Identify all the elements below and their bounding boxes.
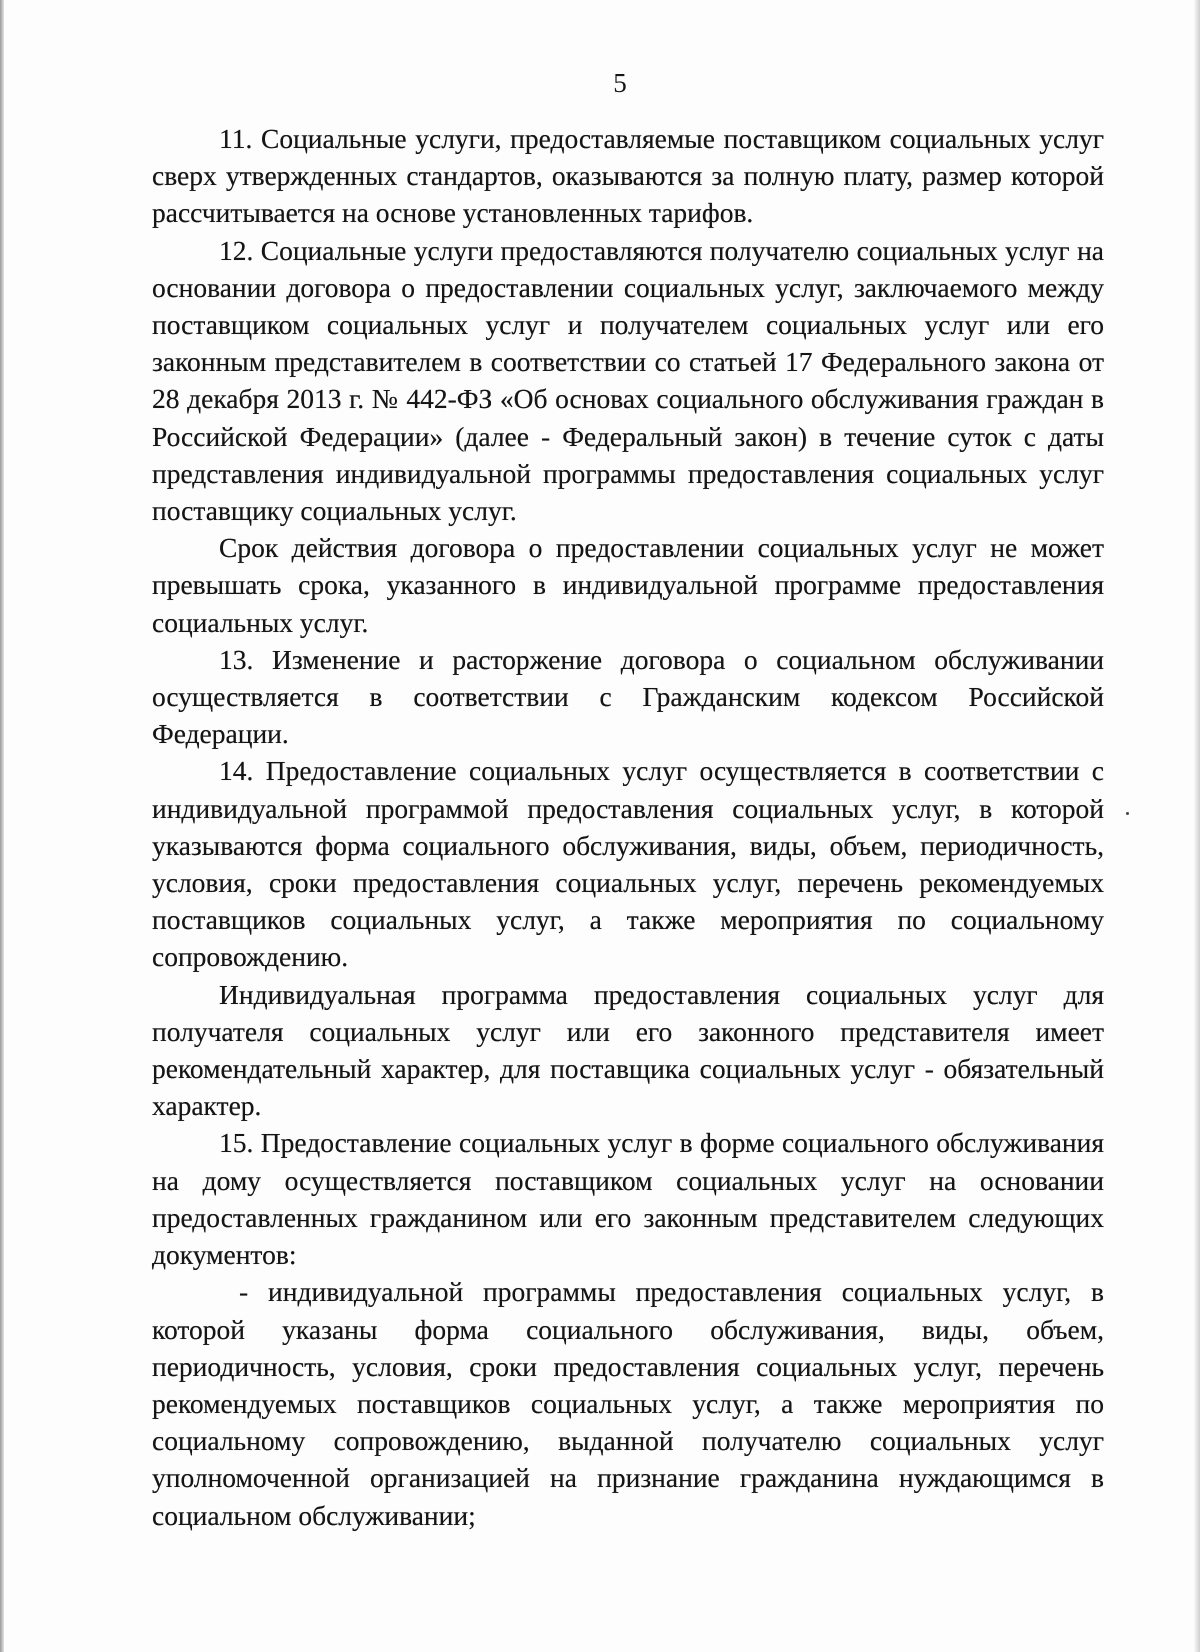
list-item-individual-program: - индивидуальной программы предоставления социальных услуг, в которой указаны форма социального обслуживания, виды, объем, периодичность, условия, сроки предоставления социальных услуг, перечень рекомендуемых поставщиков социальных услуг, а также мероприятия по социальному сопровождению, выданной получателю социальных услуг уполномоченной организацией на признание гражданина нуждающимся в социальном обслуживании; xyxy=(152,1276,1104,1531)
left-scan-edge xyxy=(0,0,4,1652)
page-number: 5 xyxy=(613,68,627,98)
paragraph-individual-program: Индивидуальная программа предоставления социальных услуг для получателя социальных услуг или его законного представителя имеет рекомендательный характер, для поставщика социальных услуг - обязательный характер. xyxy=(152,978,1104,1122)
paragraph-14: 14. Предоставление социальных услуг осуществляется в соответствии с индивидуальной программой предоставления социальных услуг, в которой указываются форма социального обслуживания, виды, объем, периодичность, условия, сроки предоставления социальных услуг, перечень рекомендуемых поставщиков социальных услуг, а также мероприятия по социальному сопровождению. xyxy=(152,755,1104,973)
paragraph-contract-term: Срок действия договора о предоставлении социальных услуг не может превышать срока, указанного в индивидуальной программе предоставления социальных услуг. xyxy=(152,532,1104,638)
right-scan-edge xyxy=(1194,0,1200,1652)
paragraph-13: 13. Изменение и расторжение договора о социальном обслуживании осуществляется в соответствии с Гражданским кодексом Российской Федерации. xyxy=(152,643,1104,750)
scan-speck xyxy=(1126,812,1129,815)
paragraph-12: 12. Социальные услуги предоставляются получателю социальных услуг на основании договора о предоставлении социальных услуг, заключаемого между поставщиком социальных услуг и получателем социальных услуг или его законным представителем в соответствии со статьей 17 Федерального закона от 28 декабря 2013 г. № 442-ФЗ «Об основах социального обслуживания граждан в Российской Федерации» (далее - Федеральный закон) в течение суток с даты представления индивидуальной программы предоставления социальных услуг поставщику социальных услуг. xyxy=(152,234,1104,527)
document-body xyxy=(152,120,1104,1534)
paragraph-15: 15. Предоставление социальных услуг в форме социального обслуживания на дому осуществляется поставщиком социальных услуг на основании предоставленных гражданином или его законным представителем следующих документов: xyxy=(152,1127,1104,1271)
paragraph-11: 11. Социальные услуги, предоставляемые поставщиком социальных услуг сверх утвержденных стандартов, оказываются за полную плату, размер которой рассчитывается на основе установленных тарифов. xyxy=(152,123,1104,229)
